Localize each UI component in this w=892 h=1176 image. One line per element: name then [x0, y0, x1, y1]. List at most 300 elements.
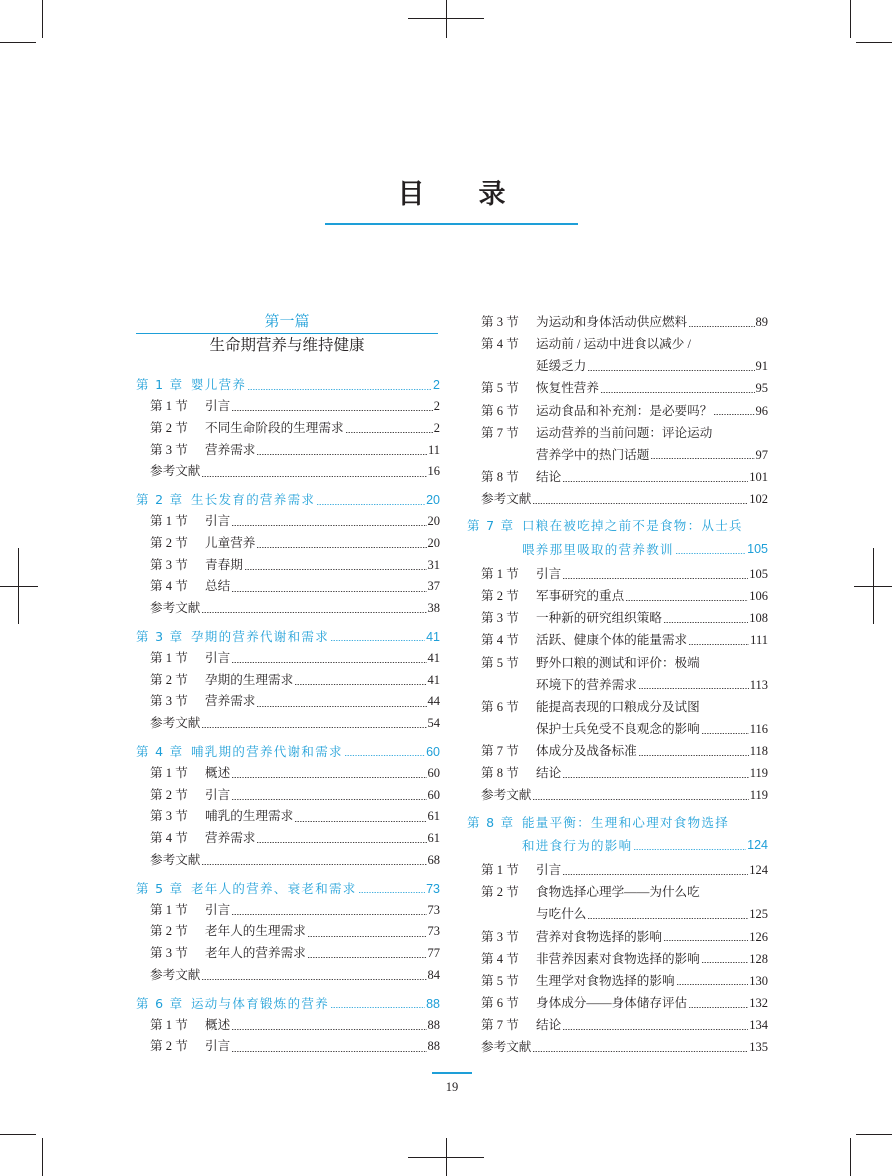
entry-line	[481, 1036, 768, 1058]
entry-title-text: 哺乳期的营养代谢和需求	[191, 743, 343, 759]
toc-chapter-entry	[467, 811, 768, 858]
entry-title-text: 青春期	[205, 557, 243, 572]
entry-title-text: 运动营养的当前问题：评论运动	[536, 425, 713, 440]
entry-line	[522, 811, 768, 835]
entry-title-block	[150, 461, 440, 483]
dot-leader	[346, 432, 433, 433]
entry-page-number: 132	[749, 996, 768, 1011]
entry-page-number: 60	[426, 744, 440, 759]
entry-title-text: 延缓乏力	[536, 359, 587, 374]
entry-line	[150, 965, 440, 987]
entry-title-block	[191, 374, 440, 396]
entry-title-block	[536, 563, 768, 585]
entry-page-number: 20	[427, 514, 440, 528]
crop-mark-bottom-left-horizontal	[0, 1134, 36, 1135]
entry-line	[536, 1014, 768, 1036]
entry-title-block	[191, 993, 440, 1015]
toc-section-entry	[136, 576, 440, 598]
entry-page-number: 89	[755, 315, 768, 329]
section-number: 第 2 节	[481, 589, 519, 604]
section-number: 第 2 节	[150, 420, 188, 435]
toc-section-entry	[136, 533, 440, 555]
entry-title-block	[536, 607, 768, 629]
toc-section-entry	[467, 762, 768, 784]
entry-title-block	[205, 511, 440, 533]
entry-title-block	[191, 626, 440, 648]
section-number: 第 6 节	[481, 403, 519, 418]
entry-title-block	[536, 881, 768, 925]
entry-title-block	[536, 762, 768, 784]
entry-line	[536, 970, 768, 992]
entry-page-number: 119	[749, 788, 768, 803]
dot-leader	[563, 874, 748, 875]
section-number: 第 2 节	[150, 1039, 188, 1054]
entry-line	[191, 374, 440, 396]
toc-column-right	[467, 311, 768, 1058]
entry-line	[536, 948, 768, 970]
entry-line	[205, 921, 440, 943]
entry-title-text: 概述	[205, 1017, 231, 1032]
entry-line	[481, 784, 768, 806]
entry-title-text: 为运动和身体活动供应燃料	[536, 315, 688, 329]
entry-title-text: 运动前 / 运动中进食以减少 /	[536, 337, 691, 352]
entry-line	[536, 607, 768, 629]
entry-title-block	[205, 533, 440, 555]
section-number: 第 4 节	[481, 633, 519, 648]
chapter-number: 第 8 章	[467, 814, 515, 830]
entry-title-text: 引言	[205, 902, 231, 917]
toc-section-entry	[136, 921, 440, 943]
entry-page-number: 60	[427, 765, 440, 780]
chapter-number: 第 6 章	[136, 995, 184, 1011]
entry-line	[536, 629, 768, 651]
dot-leader	[232, 410, 433, 411]
toc-section-entry	[467, 1014, 768, 1036]
dot-leader	[359, 892, 425, 893]
dot-leader	[689, 644, 749, 645]
entry-page-number: 118	[749, 744, 768, 759]
entry-title-block	[536, 333, 768, 377]
entry-title-block	[205, 943, 440, 965]
entry-page-number: 108	[749, 611, 768, 626]
entry-page-number: 128	[749, 951, 768, 966]
entry-title-text: 野外口粮的测试和评价：极端	[536, 655, 700, 670]
toc-references-entry	[136, 461, 440, 483]
entry-line	[536, 400, 768, 422]
entry-title-block	[481, 784, 768, 806]
entry-title-block	[205, 555, 440, 577]
entry-line	[191, 993, 440, 1015]
entry-title-text: 能量平衡：生理和心理对食物选择	[522, 814, 730, 830]
entry-line	[191, 626, 440, 648]
chapter-number: 第 1 章	[136, 377, 184, 392]
entry-line	[522, 834, 768, 858]
entry-title-block	[536, 311, 768, 333]
entry-line	[205, 900, 440, 922]
entry-line	[536, 859, 768, 881]
entry-line	[536, 652, 768, 674]
section-number: 第 1 节	[150, 399, 188, 413]
dot-leader	[245, 569, 427, 570]
toc-references-entry	[467, 1036, 768, 1058]
entry-page-number: 116	[749, 721, 768, 736]
entry-line	[536, 466, 768, 488]
entry-page-number: 95	[755, 381, 768, 396]
dot-leader	[533, 503, 748, 504]
dot-leader	[601, 392, 755, 393]
entry-line	[150, 713, 440, 735]
entry-title-block	[536, 948, 768, 970]
entry-page-number: 2	[433, 378, 440, 392]
entry-title-block	[205, 785, 440, 807]
dot-leader	[639, 755, 749, 756]
entry-title-text: 营养对食物选择的影响	[536, 929, 662, 944]
registration-mark-bottom-horizontal	[408, 1157, 484, 1158]
entry-title-block	[150, 713, 440, 735]
entry-line	[536, 926, 768, 948]
entry-page-number: 126	[749, 929, 768, 944]
chapter-number: 第 5 章	[136, 880, 184, 896]
entry-title-block	[205, 648, 440, 670]
entry-page-number: 102	[749, 492, 768, 507]
entry-title-text: 一种新的研究组织策略	[536, 611, 662, 626]
dot-leader	[533, 1051, 748, 1052]
dot-leader	[295, 821, 426, 822]
entry-page-number: 73	[427, 924, 440, 939]
entry-title-text: 营养需求	[205, 831, 256, 845]
entry-title-text: 非营养因素对食物选择的影响	[536, 951, 700, 966]
entry-page-number: 111	[750, 633, 768, 648]
entry-line	[536, 563, 768, 585]
entry-line	[522, 514, 768, 538]
entry-title-text: 环境下的营养需求	[536, 677, 637, 692]
toc-section-entry	[467, 377, 768, 399]
crop-mark-top-right-vertical	[850, 0, 851, 38]
section-number: 第 3 节	[150, 946, 188, 960]
entry-line	[205, 806, 440, 828]
entry-page-number: 54	[427, 716, 440, 730]
entry-page-number: 20	[426, 493, 440, 507]
entry-title-block	[205, 691, 440, 713]
toc-section-entry	[467, 607, 768, 629]
entry-line	[205, 1036, 440, 1058]
toc-section-entry	[136, 648, 440, 670]
entry-page-number: 61	[427, 809, 440, 824]
entry-page-number: 16	[427, 464, 440, 479]
entry-title-text: 恢复性营养	[536, 381, 599, 396]
title-underline	[325, 223, 578, 225]
toc-section-entry	[467, 859, 768, 881]
toc-chapter-entry	[136, 878, 440, 900]
entry-title-text: 活跃、健康个体的能量需求	[536, 633, 688, 648]
toc-section-entry	[467, 400, 768, 422]
entry-title-text: 引言	[205, 650, 231, 665]
entry-title-text: 运动食品和补充剂：是必要吗？	[536, 403, 713, 418]
entry-line	[205, 511, 440, 533]
toc-column-left	[136, 374, 440, 1058]
crop-mark-top-left-vertical	[42, 0, 43, 38]
section-number: 第 6 节	[481, 699, 519, 714]
dot-leader	[563, 777, 749, 778]
toc-section-entry	[467, 948, 768, 970]
entry-title-text: 引言	[536, 863, 562, 878]
toc-section-entry	[467, 992, 768, 1014]
entry-title-text: 引言	[205, 514, 231, 528]
entry-title-text: 参考文献	[150, 716, 201, 730]
toc-references-entry	[136, 850, 440, 872]
entry-line	[536, 422, 768, 444]
chapter-number: 第 4 章	[136, 743, 184, 759]
toc-section-entry	[136, 396, 440, 418]
entry-page-number: 41	[427, 650, 440, 665]
dot-leader	[689, 326, 754, 327]
toc-section-entry	[136, 511, 440, 533]
dot-leader	[563, 578, 748, 579]
entry-title-text: 结论	[536, 1018, 562, 1033]
entry-line	[150, 598, 440, 620]
entry-title-block	[536, 400, 768, 422]
section-number: 第 4 节	[481, 337, 519, 352]
toc-section-entry	[136, 670, 440, 692]
entry-line	[205, 418, 440, 440]
toc-section-entry	[136, 943, 440, 965]
entry-line	[205, 785, 440, 807]
dot-leader	[202, 476, 426, 477]
entry-title-block	[150, 598, 440, 620]
crop-mark-top-right-horizontal	[856, 42, 892, 43]
entry-title-block	[205, 670, 440, 692]
entry-line	[205, 396, 440, 418]
section-number: 第 4 节	[150, 831, 188, 845]
entry-title-text: 喂养那里吸取的营养教训	[522, 541, 674, 557]
entry-line	[205, 763, 440, 785]
part-label: 第一篇	[264, 314, 310, 330]
toc-chapter-entry	[136, 626, 440, 648]
dot-leader	[702, 733, 749, 734]
entry-line	[536, 311, 768, 333]
crop-mark-bottom-left-vertical	[42, 1138, 43, 1176]
part-title: 生命期营养与维持健康	[209, 337, 365, 354]
entry-page-number: 77	[427, 946, 440, 960]
entry-page-number: 2	[433, 420, 440, 435]
toc-section-entry	[136, 763, 440, 785]
dot-leader	[634, 849, 746, 850]
entry-title-text: 引言	[536, 566, 562, 581]
toc-section-entry	[467, 333, 768, 377]
entry-title-block	[536, 629, 768, 651]
toc-section-entry	[136, 691, 440, 713]
entry-title-text: 不同生命阶段的生理需求	[205, 420, 344, 435]
toc-section-entry	[467, 926, 768, 948]
entry-line	[536, 992, 768, 1014]
entry-title-block	[536, 740, 768, 762]
dot-leader	[676, 553, 746, 554]
entry-title-block	[536, 466, 768, 488]
entry-page-number: 91	[755, 359, 768, 374]
entry-title-block	[191, 741, 440, 763]
entry-page-number: 88	[426, 996, 440, 1011]
entry-line	[191, 741, 440, 763]
entry-title-text: 军事研究的重点	[536, 589, 625, 604]
entry-title-text: 能提高表现的口粮成分及试图	[536, 699, 700, 714]
entry-title-block	[536, 585, 768, 607]
toc-chapter-entry	[136, 993, 440, 1015]
dot-leader	[639, 688, 749, 689]
entry-page-number: 2	[433, 399, 440, 413]
entry-line	[205, 648, 440, 670]
entry-page-number: 119	[749, 766, 768, 781]
dot-leader	[295, 684, 426, 685]
toc-section-entry	[467, 466, 768, 488]
entry-page-number: 73	[427, 902, 440, 917]
entry-line	[150, 461, 440, 483]
section-number: 第 7 节	[481, 425, 519, 440]
toc-section-entry	[136, 900, 440, 922]
entry-title-text: 儿童营养	[205, 535, 256, 550]
entry-page-number: 135	[749, 1040, 768, 1055]
entry-line	[522, 538, 768, 562]
dot-leader	[257, 547, 426, 548]
entry-title-block	[205, 828, 440, 850]
dot-leader	[232, 914, 426, 915]
entry-line	[205, 670, 440, 692]
dot-leader	[563, 481, 748, 482]
entry-title-text: 概述	[205, 765, 231, 780]
entry-title-text: 结论	[536, 469, 562, 484]
dot-leader	[232, 777, 426, 778]
toc-section-entry	[136, 785, 440, 807]
toc-references-entry	[136, 598, 440, 620]
toc-chapter-entry	[136, 374, 440, 396]
entry-title-block	[150, 965, 440, 987]
entry-title-block	[205, 921, 440, 943]
page-number: 19	[445, 1080, 459, 1094]
entry-title-text: 哺乳的生理需求	[205, 809, 294, 824]
toc-section-entry	[467, 422, 768, 466]
dot-leader	[248, 389, 432, 390]
crop-mark-bottom-right-vertical	[850, 1138, 851, 1176]
entry-line	[536, 903, 768, 925]
dot-leader	[202, 612, 426, 613]
entry-page-number: 31	[427, 557, 440, 572]
entry-title-block	[205, 396, 440, 418]
entry-line	[205, 440, 440, 462]
entry-line	[191, 489, 440, 511]
section-number: 第 5 节	[481, 973, 519, 988]
entry-title-text: 引言	[205, 1039, 231, 1054]
entry-line	[205, 576, 440, 598]
dot-leader	[331, 640, 425, 641]
toc-section-entry	[136, 555, 440, 577]
entry-line	[205, 1015, 440, 1037]
dot-leader	[232, 591, 426, 592]
entry-page-number: 20	[427, 535, 440, 550]
entry-line	[150, 850, 440, 872]
entry-title-block	[536, 696, 768, 740]
toc-section-entry	[467, 740, 768, 762]
toc-section-entry	[467, 696, 768, 740]
section-number: 第 2 节	[150, 924, 188, 939]
toc-chapter-entry	[136, 741, 440, 763]
entry-line	[205, 828, 440, 850]
entry-title-text: 与吃什么	[536, 907, 587, 922]
entry-title-text: 孕期的营养代谢和需求	[191, 628, 330, 644]
entry-page-number: 60	[427, 787, 440, 802]
entry-title-block	[522, 811, 768, 858]
entry-page-number: 38	[427, 601, 440, 615]
section-number: 第 1 节	[150, 1017, 188, 1032]
entry-page-number: 44	[427, 694, 440, 709]
dot-leader	[202, 979, 426, 980]
section-number: 第 3 节	[150, 557, 188, 572]
section-number: 第 1 节	[481, 863, 519, 878]
entry-page-number: 105	[747, 541, 768, 556]
entry-title-text: 参考文献	[150, 967, 201, 982]
dot-leader	[714, 414, 754, 415]
registration-mark-top-horizontal	[408, 18, 484, 19]
entry-title-block	[481, 488, 768, 510]
crop-mark-top-left-horizontal	[0, 42, 36, 43]
entry-page-number: 113	[749, 677, 768, 692]
toc-references-entry	[136, 713, 440, 735]
entry-line	[536, 355, 768, 377]
part-divider	[136, 333, 438, 334]
dot-leader	[232, 525, 426, 526]
dot-leader	[563, 1029, 748, 1030]
entry-title-block	[536, 970, 768, 992]
section-number: 第 1 节	[150, 765, 188, 780]
entry-title-block	[205, 576, 440, 598]
section-number: 第 3 节	[150, 694, 188, 709]
dot-leader	[232, 799, 426, 800]
entry-page-number: 84	[427, 967, 440, 982]
entry-title-block	[205, 806, 440, 828]
entry-line	[536, 674, 768, 696]
entry-title-text: 身体成分——身体储存评估	[536, 996, 688, 1011]
toc-section-entry	[136, 806, 440, 828]
entry-page-number: 41	[427, 672, 440, 687]
entry-page-number: 134	[749, 1018, 768, 1033]
dot-leader	[651, 458, 754, 459]
dot-leader	[308, 957, 427, 958]
entry-page-number: 88	[427, 1039, 440, 1054]
entry-title-text: 运动与体育锻炼的营养	[191, 995, 330, 1011]
section-number: 第 8 节	[481, 766, 519, 781]
entry-title-text: 婴儿营养	[191, 377, 247, 392]
entry-title-block	[191, 878, 440, 900]
dot-leader	[689, 1007, 748, 1008]
entry-title-block	[205, 440, 440, 462]
dot-leader	[232, 1051, 426, 1052]
entry-title-text: 生长发育的营养需求	[191, 492, 316, 507]
chapter-number: 第 3 章	[136, 628, 184, 644]
entry-title-text: 口粮在被吃掉之前不是食物：从士兵	[522, 518, 743, 534]
dot-leader	[308, 936, 427, 937]
section-number: 第 2 节	[150, 672, 188, 687]
entry-title-text: 老年人的生理需求	[205, 924, 306, 939]
toc-section-entry	[467, 970, 768, 992]
dot-leader	[588, 918, 748, 919]
dot-leader	[257, 842, 426, 843]
entry-title-text: 老年人的营养需求	[205, 946, 306, 960]
chapter-number: 第 7 章	[467, 518, 515, 534]
entry-line	[205, 533, 440, 555]
entry-title-text: 生理学对食物选择的影响	[536, 973, 675, 988]
entry-line	[536, 333, 768, 355]
dot-leader	[257, 454, 427, 455]
section-number: 第 1 节	[481, 566, 519, 581]
entry-title-block	[205, 763, 440, 785]
